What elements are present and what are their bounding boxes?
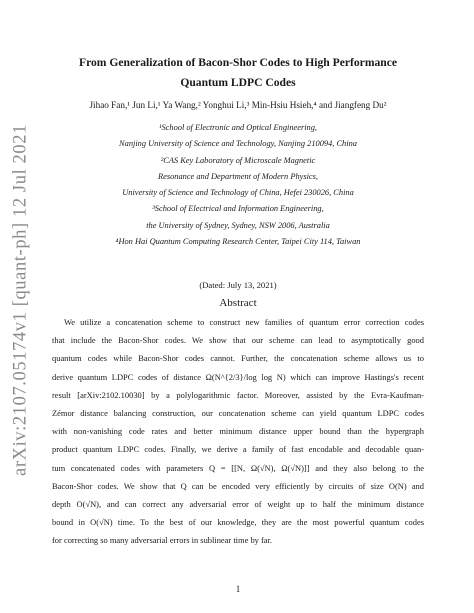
affiliation-line: the University of Sydney, Sydney, NSW 2006, Australia: [146, 220, 330, 230]
dated-line: (Dated: July 13, 2021): [199, 280, 277, 290]
abstract-line: for correcting so many adversarial errors in sublinear time by far.: [52, 535, 272, 546]
abstract-body: [52, 313, 424, 549]
abstract-line: Bacon-Shor codes. We show that Q can be encoded very efficiently by circuits of size O(N) and: [52, 480, 424, 491]
affiliation-line: University of Science and Technology of China, Hefei 230026, China: [122, 188, 354, 198]
affiliations: [52, 120, 424, 250]
arxiv-identifier-sidebar: [6, 124, 36, 476]
abstract-line: that include the Bacon-Shor codes. We show that our scheme can lead to asymptotically good: [52, 335, 424, 346]
abstract-line: bound in O(√N) time. To the best of our knowledge, they are the most powerful quantum codes: [52, 517, 424, 528]
author-list: Jihao Fan,¹ Jun Li,¹ Ya Wang,² Yonghui Li,³ Min-Hsiu Hsieh,⁴ and Jiangfeng Du²: [89, 100, 387, 110]
abstract-line: result [arXiv:2102.10030] by a polylogarithmic factor. Moreover, assisted by the Evra-Kaufman-: [52, 389, 424, 400]
affiliation-line: Nanjing University of Science and Technology, Nanjing 210094, China: [119, 139, 357, 149]
abstract-line: with non-vanishing code rates and better minimum distance upper bound than the hypergraph: [52, 426, 424, 437]
abstract-line: We utilize a concatenation scheme to construct new families of quantum error correction codes: [64, 317, 424, 327]
abstract-line: derive quantum LDPC codes of distance Ω(N^{2/3}/log log N) which can improve Hastings's recent: [52, 371, 424, 382]
abstract-line: tum concatenated codes with parameters Q = [[N, Ω(√N), Ω(√N)]] and they also belong to the: [52, 462, 424, 473]
abstract-heading: Abstract: [219, 297, 257, 309]
affiliation-line: ⁴Hon Hai Quantum Computing Research Center, Taipei City 114, Taiwan: [115, 237, 361, 247]
affiliation-line: ¹School of Electronic and Optical Engineering,: [158, 123, 318, 132]
title-line: Quantum LDPC Codes: [180, 76, 296, 89]
abstract-line: Zémor distance balancing construction, our concatenation scheme can yield quantum LDPC codes: [52, 407, 424, 418]
arxiv-identifier: arXiv:2107.05174v1 [quant-ph] 12 Jul 2021: [10, 124, 31, 476]
abstract-line: product quantum LDPC codes. Finally, we derive a family of fast encodable and decodable quan-: [52, 444, 424, 455]
title-line: From Generalization of Bacon-Shor Codes to High Performance: [78, 56, 398, 69]
abstract-line: depth O(√N), and can correct any adversarial error of weight up to half the minimum distance: [52, 498, 424, 509]
abstract-line: quantum codes while Bacon-Shor codes cannot. Further, the concatenation scheme allows us to: [52, 353, 424, 364]
affiliation-line: ³School of Electrical and Information Engineering,: [152, 204, 324, 214]
affiliation-line: ²CAS Key Laboratory of Microscale Magnetic: [160, 155, 316, 165]
page-number: 1: [235, 584, 241, 594]
affiliation-line: Resonance and Department of Modern Physics,: [157, 171, 319, 181]
paper-title: [52, 53, 424, 93]
